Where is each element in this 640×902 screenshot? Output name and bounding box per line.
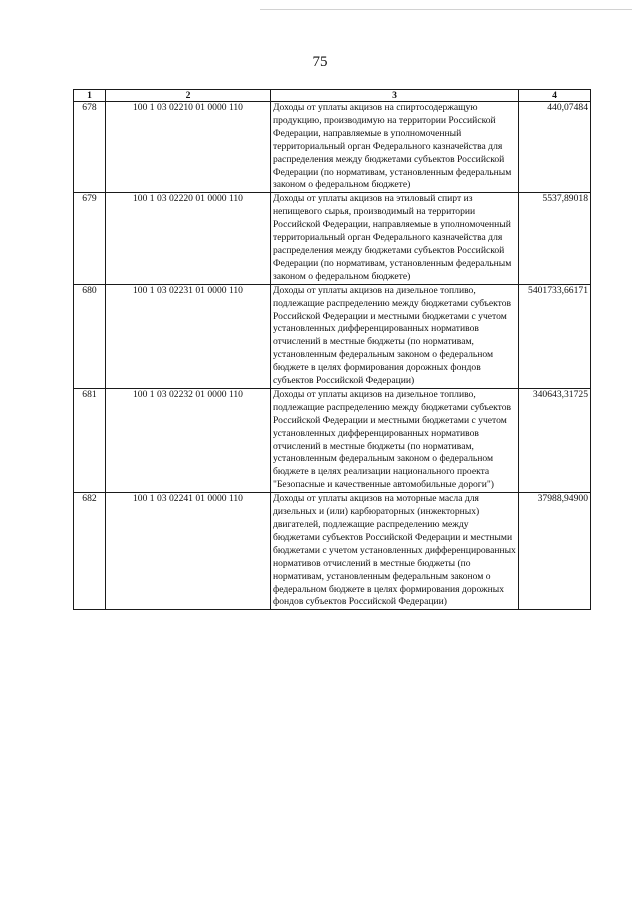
row-number: 681 — [74, 388, 106, 492]
income-description: Доходы от уплаты акцизов на дизельное топливо, подлежащие распределению между бюджетами субъектов Российской Федерации и местными бюджетами с учетом установленных дифференцированных нормативов отчислений в местные бюджеты (по нормативам, установленным федеральным законом о федеральном бюджете в целях реализации национального проекта "Безопасные и качественные автомобильные дороги") — [271, 388, 519, 492]
amount: 340643,31725 — [519, 388, 591, 492]
row-number: 682 — [74, 493, 106, 610]
row-number: 679 — [74, 193, 106, 284]
column-header-3: 3 — [271, 90, 519, 102]
budget-code: 100 1 03 02241 01 0000 110 — [106, 493, 271, 610]
top-edge-line — [260, 9, 632, 10]
row-number: 678 — [74, 102, 106, 193]
income-description: Доходы от уплаты акцизов на моторные масла для дизельных и (или) карбюраторных (инжекторных) двигателей, подлежащие распределению между бюджетами субъектов Российской Федерации и местными бюджетами с учетом установленных дифференцированных нормативов отчислений в местные бюджеты (по нормативам, установленным федеральным законом о федеральном бюджете в целях формирования дорожных фондов субъектов Российской Федерации) — [271, 493, 519, 610]
amount: 5401733,66171 — [519, 284, 591, 388]
income-description: Доходы от уплаты акцизов на дизельное топливо, подлежащие распределению между бюджетами субъектов Российской Федерации и местными бюджетами с учетом установленных дифференцированных нормативов отчислений в местные бюджеты (по нормативам, установленным федеральным законом о федеральном бюджете в целях формирования дорожных фондов субъектов Российской Федерации) — [271, 284, 519, 388]
column-header-2: 2 — [106, 90, 271, 102]
amount: 440,07484 — [519, 102, 591, 193]
budget-code: 100 1 03 02220 01 0000 110 — [106, 193, 271, 284]
budget-code: 100 1 03 02231 01 0000 110 — [106, 284, 271, 388]
amount: 37988,94900 — [519, 493, 591, 610]
budget-code: 100 1 03 02210 01 0000 110 — [106, 102, 271, 193]
income-description: Доходы от уплаты акцизов на спиртосодержащую продукцию, производимую на территории Российской Федерации, направляемые в уполномоченный территориальный орган Федерального казначейства для распределения между бюджетами субъектов Российской Федерации (по нормативам, установленным федеральным законом о федеральном бюджете) — [271, 102, 519, 193]
table-row — [74, 284, 591, 388]
table-row — [74, 493, 591, 610]
table-row — [74, 388, 591, 492]
column-header-4: 4 — [519, 90, 591, 102]
income-description: Доходы от уплаты акцизов на этиловый спирт из непищевого сырья, производимый на территории Российской Федерации, направляемые в уполномоченный территориальный орган Федерального казначейства для распределения между бюджетами субъектов Российской Федерации (по нормативам, установленным федеральным законом о федеральном бюджете) — [271, 193, 519, 284]
page-number: 75 — [312, 54, 328, 70]
table-row — [74, 193, 591, 284]
column-header-1: 1 — [74, 90, 106, 102]
budget-code: 100 1 03 02232 01 0000 110 — [106, 388, 271, 492]
amount: 5537,89018 — [519, 193, 591, 284]
budget-table — [73, 89, 591, 610]
table-header-row — [74, 90, 591, 102]
row-number: 680 — [74, 284, 106, 388]
table-row — [74, 102, 591, 193]
